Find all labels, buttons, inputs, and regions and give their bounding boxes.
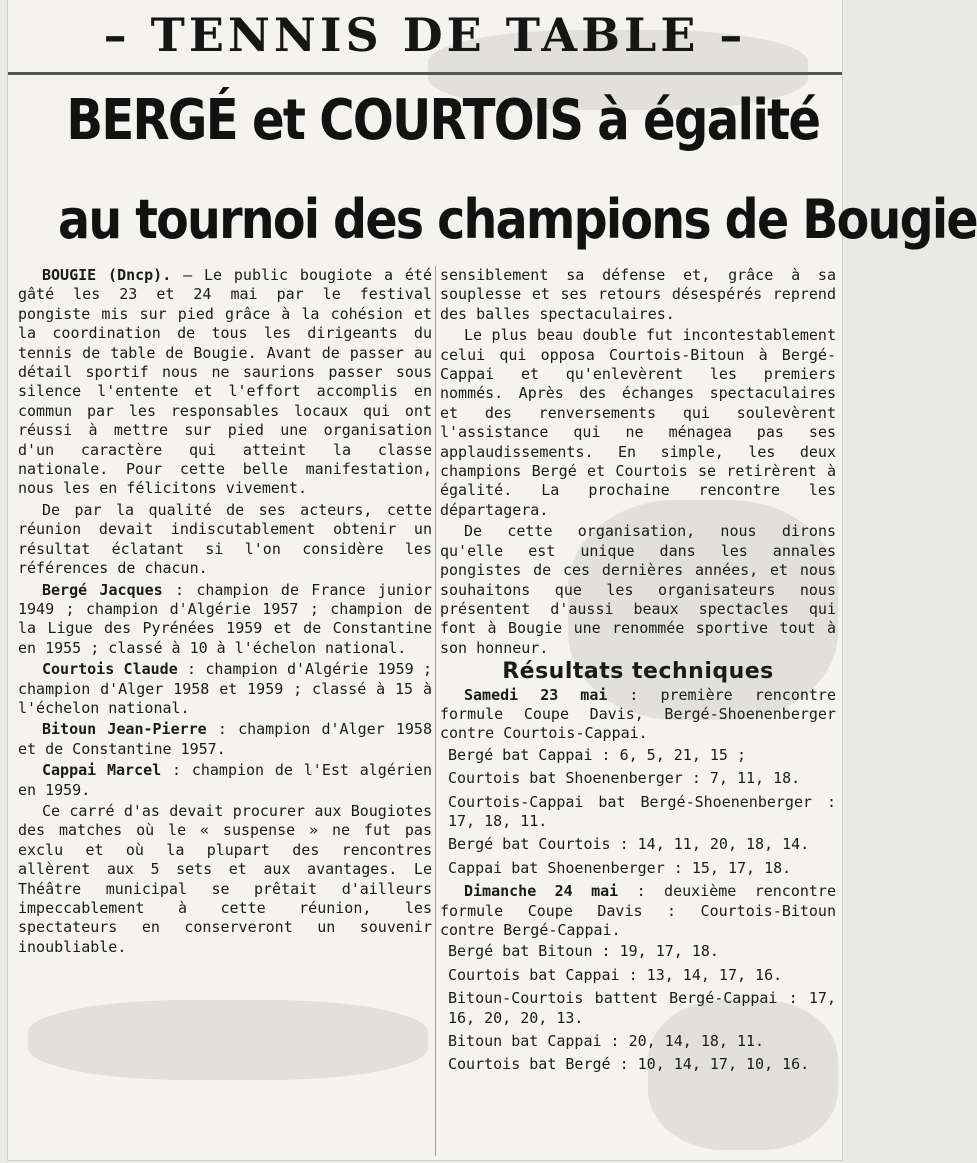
- day-intro: [440, 882, 836, 940]
- match-result: Courtois bat Shoenenberger : 7, 11, 18.: [448, 769, 801, 788]
- intro-text: — Le public bougiote a été gâté les 23 et 24 mai par le festival pongiste mis sur pied grâce à la cohésion et la coordination de tous les dirigeants du tennis de table de Bougie. Avant de passer au détail sportif nous ne saurions passer sous silence l'entente et l'effort accomplis en commun par les responsables locaux qui ont réussi à mettre sur pied une organisation d'un caractère qui atteint la classe nationale. Pour cette belle manifestation, nous les en félicitons vivement.: [18, 266, 432, 498]
- player-entry: [18, 720, 432, 759]
- section-rubric: – TENNIS DE TABLE –: [103, 8, 747, 62]
- player-entry: [18, 660, 432, 718]
- paragraph: Le plus beau double fut incontestablement celui qui opposa Courtois-Bitoun à Bergé-Cappai et qu'enlevèrent les premiers nommés. Après des échanges spectaculaires et des renversements qui soulevèrent l'assistance qui ne ménagea pas ses applaudissements. En simple, les deux champions Bergé et Courtois se retirèrent à égalité. La prochaine rencontre les départagera.: [440, 326, 836, 519]
- day-label: Dimanche 24 mai: [464, 882, 619, 901]
- right-column: [440, 266, 836, 1079]
- match-result: Bergé bat Cappai : 6, 5, 21, 15 ;: [448, 745, 747, 764]
- paragraph: De cette organisation, nous dirons qu'elle est unique dans les annales pongistes de ces dernières années, et nous souhaitons que les organisateurs nous présentent d'aussi beaux spectacles qui font à Bougie une renommée sportive tout à son honneur.: [440, 522, 836, 657]
- paper-stain: [28, 1000, 428, 1080]
- dateline: BOUGIE (Dncp).: [42, 266, 172, 284]
- paragraph: Ce carré d'as devait procurer aux Bougiotes des matches où le « suspense » ne fut pas exclu et où la plupart des rencontres allèrent aux 5 sets et aux avantages. Le Théâtre municipal se prêtait d'ailleurs impeccablement à cette réunion, les spectateurs en conserveront un souvenir inoubliable.: [18, 801, 432, 956]
- player-record: : champion d'Algérie 1959 ; champion d'Alger 1958 et 1959 ; classé à 15 à l'échelon national.: [18, 660, 432, 717]
- results-heading: Résultats techniques: [502, 659, 774, 685]
- player-name: Courtois Claude: [42, 660, 178, 679]
- column-divider: [435, 266, 436, 1156]
- match-result: Courtois-Cappai bat Bergé-Shoenenberger : 17, 18, 11.: [448, 792, 836, 830]
- player-name: Bitoun Jean-Pierre: [42, 720, 207, 739]
- left-column: [18, 266, 432, 959]
- player-name: Cappai Marcel: [42, 761, 162, 780]
- intro-paragraph: [18, 266, 432, 499]
- results-list-day1: [440, 746, 836, 878]
- day-intro: [440, 686, 836, 744]
- player-name: Bergé Jacques: [42, 580, 163, 599]
- day-text: : première rencontre formule Coupe Davis, Bergé-Shoenenberger contre Courtois-Cappai.: [440, 685, 836, 743]
- match-result: Courtois bat Cappai : 13, 14, 17, 16.: [448, 965, 783, 984]
- player-record: : champion de France junior 1949 ; champion d'Algérie 1957 ; champion de la Ligue des Pyrénées 1959 et de Constantine en 1955 ; classé à 10 à l'échelon national.: [18, 580, 432, 657]
- day-text: : deuxième rencontre formule Coupe Davis : Courtois-Bitoun contre Bergé-Cappai.: [440, 882, 836, 939]
- day-label: Samedi 23 mai: [464, 685, 608, 704]
- paragraph: De par la qualité de ses acteurs, cette réunion devait indiscutablement obtenir un résultat éclatant si l'on considère les références de chacun.: [18, 500, 432, 578]
- rubric-rule: [8, 72, 842, 75]
- match-result: Bitoun bat Cappai : 20, 14, 18, 11.: [448, 1032, 765, 1051]
- paragraph-continued: sensiblement sa défense et, grâce à sa souplesse et ses retours désespérés reprend des balles spectaculaires.: [440, 266, 836, 323]
- results-list-day2: [440, 942, 836, 1074]
- match-result: Bergé bat Bitoun : 19, 17, 18.: [448, 942, 719, 961]
- headline-line-1: BERGÉ et COURTOIS à égalité: [66, 88, 820, 153]
- match-result: Bitoun-Courtois battent Bergé-Cappai : 17, 16, 20, 20, 13.: [448, 989, 836, 1027]
- match-result: Cappai bat Shoenenberger : 15, 17, 18.: [448, 858, 792, 877]
- match-result: Bergé bat Courtois : 14, 11, 20, 18, 14.: [448, 835, 810, 854]
- player-entry: [18, 761, 432, 800]
- player-entry: [18, 581, 432, 659]
- player-record: : champion d'Alger 1958 et de Constantine 1957.: [18, 720, 432, 758]
- newspaper-clipping: [8, 0, 977, 1160]
- headline-line-2: au tournoi des champions de Bougie: [58, 188, 977, 251]
- player-record: : champion de l'Est algérien en 1959.: [18, 761, 432, 799]
- match-result: Courtois bat Bergé : 10, 14, 17, 10, 16.: [448, 1055, 810, 1074]
